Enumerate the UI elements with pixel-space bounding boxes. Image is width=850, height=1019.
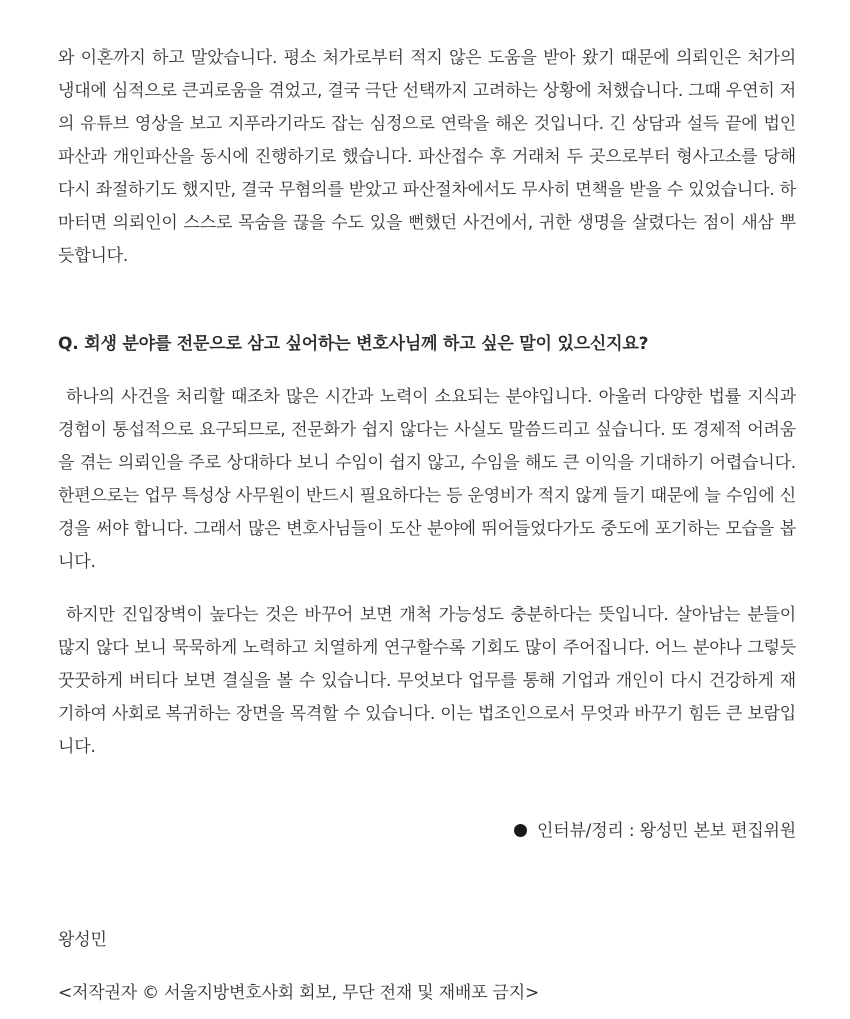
- answer-paragraph: 하나의 사건을 처리할 때조차 많은 시간과 노력이 소요되는 분야입니다. 아울러 다양한 법률 지식과 경험이 통섭적으로 요구되므로, 전문화가 쉽지 않다는 사실도 말씀드리고 싶습니다. 또 경제적 어려움을 겪는 의뢰인을 주로 상대하다 보니 수임이 쉽지 않고, 수임을 해도 큰 이익을 기대하기 어렵습니다. 한편으로는 업무 특성상 사무원이 반드시 필요하다는 등 운영비가 적지 않게 들기 때문에 늘 수임에 신경을 써야 합니다. 그래서 많은 변호사님들이 도산 분야에 뛰어들었다가도 중도에 포기하는 모습을 봅니다.: [58, 387, 796, 572]
- interview-credit: [58, 815, 796, 848]
- answer-paragraph: 하지만 진입장벽이 높다는 것은 바꾸어 보면 개척 가능성도 충분하다는 뜻입니다. 살아남는 분들이 많지 않다 보니 묵묵하게 노력하고 치열하게 연구할수록 기회도 많이 주어집니다. 어느 분야나 그렇듯 꿋꿋하게 버티다 보면 결실을 볼 수 있습니다. 무엇보다 업무를 통해 기업과 개인이 다시 건강하게 재기하여 사회로 복귀하는 장면을 목격할 수 있습니다. 이는 법조인으로서 무엇과 바꾸기 힘든 큰 보람입니다.: [58, 605, 796, 757]
- bullet-circle-icon: [514, 824, 527, 837]
- copyright-notice: <저작권자 © 서울지방변호사회 회보, 무단 전재 및 재배포 금지>: [58, 983, 540, 1003]
- article-paragraph: 와 이혼까지 하고 말았습니다. 평소 처가로부터 적지 않은 도움을 받아 왔기 때문에 의뢰인은 처가의 냉대에 심적으로 큰괴로움을 겪었고, 결국 극단 선택까지 고려하는 상황에 처했습니다. 그때 우연히 저의 유튜브 영상을 보고 지푸라기라도 잡는 심정으로 연락을 해온 것입니다. 긴 상담과 설득 끝에 법인파산과 개인파산을 동시에 진행하기로 했습니다. 파산접수 후 거래처 두 곳으로부터 형사고소를 당해 다시 좌절하기도 했지만, 결국 무혐의를 받았고 파산절차에서도 무사히 면책을 받을 수 있었습니다. 하마터면 의뢰인이 스스로 목숨을 끊을 수도 있을 뻔했던 사건에서, 귀한 생명을 살렸다는 점이 새삼 뿌듯합니다.: [58, 48, 796, 266]
- credit-text: 인터뷰/정리 : 왕성민 본보 편집위원: [537, 821, 796, 841]
- interview-question: Q. 회생 분야를 전문으로 삼고 싶어하는 변호사님께 하고 싶은 말이 있으신지요?: [58, 334, 649, 354]
- article-body: [58, 42, 796, 764]
- author-name[interactable]: 왕성민: [58, 930, 107, 950]
